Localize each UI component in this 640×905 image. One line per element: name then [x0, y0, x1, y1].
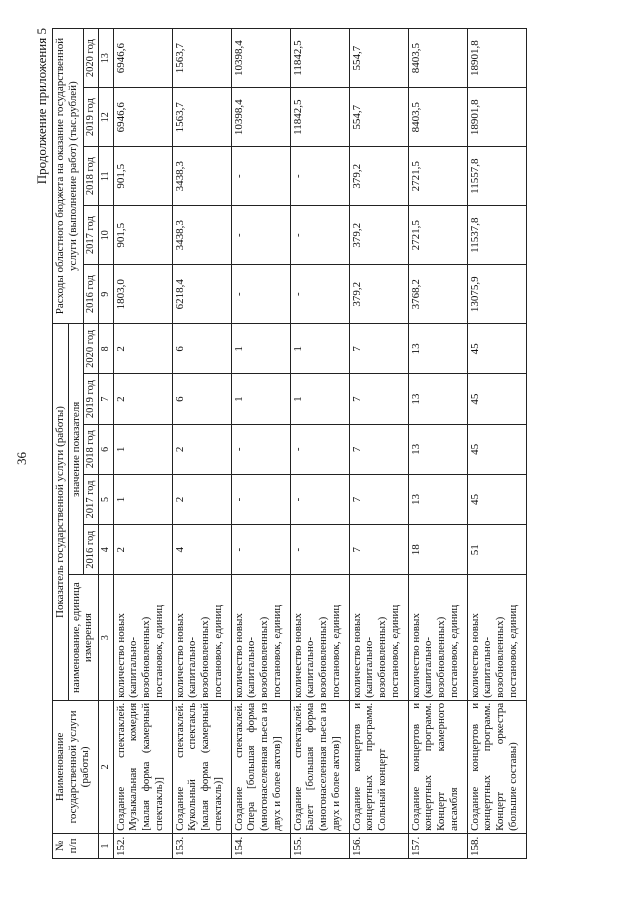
table-row — [408, 29, 467, 859]
row-number: 155. — [290, 833, 349, 858]
expense-value: 6946,6 — [113, 29, 172, 88]
indicator-value: 6 — [172, 374, 231, 424]
expense-value: 11557,8 — [467, 147, 526, 206]
indicator-value: 2 — [113, 374, 172, 424]
indicator-value: 7 — [349, 474, 408, 524]
expense-value: 554,7 — [349, 88, 408, 147]
expense-value: 18901,8 — [467, 29, 526, 88]
expense-value: 379,2 — [349, 206, 408, 265]
expense-value: 6218,4 — [172, 265, 231, 324]
indicator-value: 18 — [408, 525, 467, 575]
expense-value: 2721,5 — [408, 147, 467, 206]
indicator-value: - — [290, 424, 349, 474]
expense-value: 13075,9 — [467, 265, 526, 324]
expense-value: 1563,7 — [172, 29, 231, 88]
expense-value: 8403,5 — [408, 88, 467, 147]
expense-value: - — [231, 206, 290, 265]
expense-value: - — [290, 265, 349, 324]
table-row — [172, 29, 231, 859]
expense-value: 8403,5 — [408, 29, 467, 88]
header-year: 2020 год — [84, 324, 99, 374]
indicator-value: - — [231, 474, 290, 524]
expense-value: 11842,5 — [290, 88, 349, 147]
expense-value: 6946,6 — [113, 88, 172, 147]
indicator-value: 1 — [290, 374, 349, 424]
expense-value: 11537,8 — [467, 206, 526, 265]
column-index: 2 — [99, 700, 114, 833]
indicator-value: 1 — [113, 424, 172, 474]
header-expense-year: 2017 год — [84, 206, 99, 265]
indicator-value: 13 — [408, 324, 467, 374]
column-index: 10 — [99, 206, 114, 265]
indicator-value: - — [231, 424, 290, 474]
column-index-row — [99, 29, 114, 859]
expense-value: 3438,3 — [172, 147, 231, 206]
expense-value: - — [231, 147, 290, 206]
indicator-value: 45 — [467, 374, 526, 424]
continuation-note: Продолжение приложения 5 — [34, 28, 49, 185]
table-row — [231, 29, 290, 859]
header-indicator-group: Показатель государственной услуги (работы) — [53, 324, 69, 701]
unit-name: количество новых (капитально-возобновленных) постановок, единиц — [113, 575, 172, 701]
row-number: 154. — [231, 833, 290, 858]
table-row — [290, 29, 349, 859]
service-name: Создание спектаклей. Музыкальная комедия [малая форма (камерный спектакль)] — [113, 700, 172, 833]
indicator-value: 7 — [349, 424, 408, 474]
indicator-value: 13 — [408, 374, 467, 424]
header-service-name: Наименование государственной услуги (работы) — [53, 700, 99, 833]
expense-value: 3768,2 — [408, 265, 467, 324]
expense-value: - — [290, 206, 349, 265]
header-year: 2019 год — [84, 374, 99, 424]
row-number: 153. — [172, 833, 231, 858]
services-table — [52, 28, 527, 859]
header-year: 2017 год — [84, 474, 99, 524]
expense-value: 1803,0 — [113, 265, 172, 324]
indicator-value: 2 — [172, 474, 231, 524]
column-index: 9 — [99, 265, 114, 324]
row-number: 158. — [467, 833, 526, 858]
indicator-value: - — [290, 525, 349, 575]
indicator-value: 1 — [113, 474, 172, 524]
header-expense-year: 2018 год — [84, 147, 99, 206]
header-expenses-group: Расходы областного бюджета на оказание государственной услуги (выполнение работ) (тыс.рублей) — [53, 29, 84, 324]
row-number: 157. — [408, 833, 467, 858]
unit-name: количество новых (капитально-возобновленных) постановок, единиц — [172, 575, 231, 701]
column-index: 5 — [99, 474, 114, 524]
expense-value: 901,5 — [113, 206, 172, 265]
page-number: 36 — [14, 452, 29, 465]
expense-value: 379,2 — [349, 147, 408, 206]
header-year: 2018 год — [84, 424, 99, 474]
column-index: 8 — [99, 324, 114, 374]
indicator-value: 6 — [172, 324, 231, 374]
service-name: Создание концертов и концертных программ. Концерт камерного ансамбля — [408, 700, 467, 833]
expense-value: 901,5 — [113, 147, 172, 206]
indicator-value: 2 — [113, 525, 172, 575]
expense-value: 3438,3 — [172, 206, 231, 265]
header-year: 2016 год — [84, 525, 99, 575]
header-num: № п/п — [53, 833, 99, 858]
indicator-value: 45 — [467, 424, 526, 474]
service-name: Создание спектаклей. Балет [большая форма (многонаселенная пьеса из двух и более актов)] — [290, 700, 349, 833]
indicator-value: - — [231, 525, 290, 575]
column-index: 4 — [99, 525, 114, 575]
indicator-value: 4 — [172, 525, 231, 575]
indicator-value: 7 — [349, 525, 408, 575]
header-expense-year: 2019 год — [84, 88, 99, 147]
indicator-value: 1 — [231, 374, 290, 424]
table-row — [113, 29, 172, 859]
unit-name: количество новых (капитально-возобновленных) постановок, единиц — [231, 575, 290, 701]
indicator-value: 2 — [113, 324, 172, 374]
service-name: Создание спектаклей. Кукольный спектакль [малая форма (камерный спектакль)] — [172, 700, 231, 833]
expense-value: - — [231, 265, 290, 324]
unit-name: количество новых (капитально-возобновленных) постановок, единиц — [349, 575, 408, 701]
table-row — [467, 29, 526, 859]
expense-value: 10398,4 — [231, 29, 290, 88]
unit-name: количество новых (капитально-возобновленных) постановок, единиц — [467, 575, 526, 701]
column-index: 1 — [99, 833, 114, 858]
expense-value: 18901,8 — [467, 88, 526, 147]
expense-value: 2721,5 — [408, 206, 467, 265]
header-unit-name: наименование, единица измерения — [68, 575, 99, 701]
indicator-value: 51 — [467, 525, 526, 575]
column-index: 6 — [99, 424, 114, 474]
header-indicator-value: значение показателя — [68, 324, 84, 575]
header-expense-year: 2020 год — [84, 29, 99, 88]
indicator-value: - — [290, 474, 349, 524]
column-index: 3 — [99, 575, 114, 701]
service-name: Создание концертов и концертных программ. Сольный концерт — [349, 700, 408, 833]
indicator-value: 1 — [290, 324, 349, 374]
service-name: Создание концертов и концертных программ. Концерт оркестра (большие составы) — [467, 700, 526, 833]
expense-value: 1563,7 — [172, 88, 231, 147]
indicator-value: 1 — [231, 324, 290, 374]
column-index: 13 — [99, 29, 114, 88]
table-row — [349, 29, 408, 859]
service-name: Создание спектаклей. Опера [большая форма (многонаселенная пьеса из двух и более актов)] — [231, 700, 290, 833]
expense-value: - — [290, 147, 349, 206]
header-expense-year: 2016 год — [84, 265, 99, 324]
indicator-value: 7 — [349, 324, 408, 374]
row-number: 152. — [113, 833, 172, 858]
indicator-value: 45 — [467, 474, 526, 524]
column-index: 7 — [99, 374, 114, 424]
indicator-value: 2 — [172, 424, 231, 474]
expense-value: 554,7 — [349, 29, 408, 88]
row-number: 156. — [349, 833, 408, 858]
column-index: 12 — [99, 88, 114, 147]
expense-value: 10398,4 — [231, 88, 290, 147]
indicator-value: 13 — [408, 474, 467, 524]
expense-value: 11842,5 — [290, 29, 349, 88]
indicator-value: 13 — [408, 424, 467, 474]
column-index: 11 — [99, 147, 114, 206]
expense-value: 379,2 — [349, 265, 408, 324]
indicator-value: 7 — [349, 374, 408, 424]
unit-name: количество новых (капитально-возобновленных) постановок, единиц — [290, 575, 349, 701]
indicator-value: 45 — [467, 324, 526, 374]
unit-name: количество новых (капитально-возобновленных) постановок, единиц — [408, 575, 467, 701]
